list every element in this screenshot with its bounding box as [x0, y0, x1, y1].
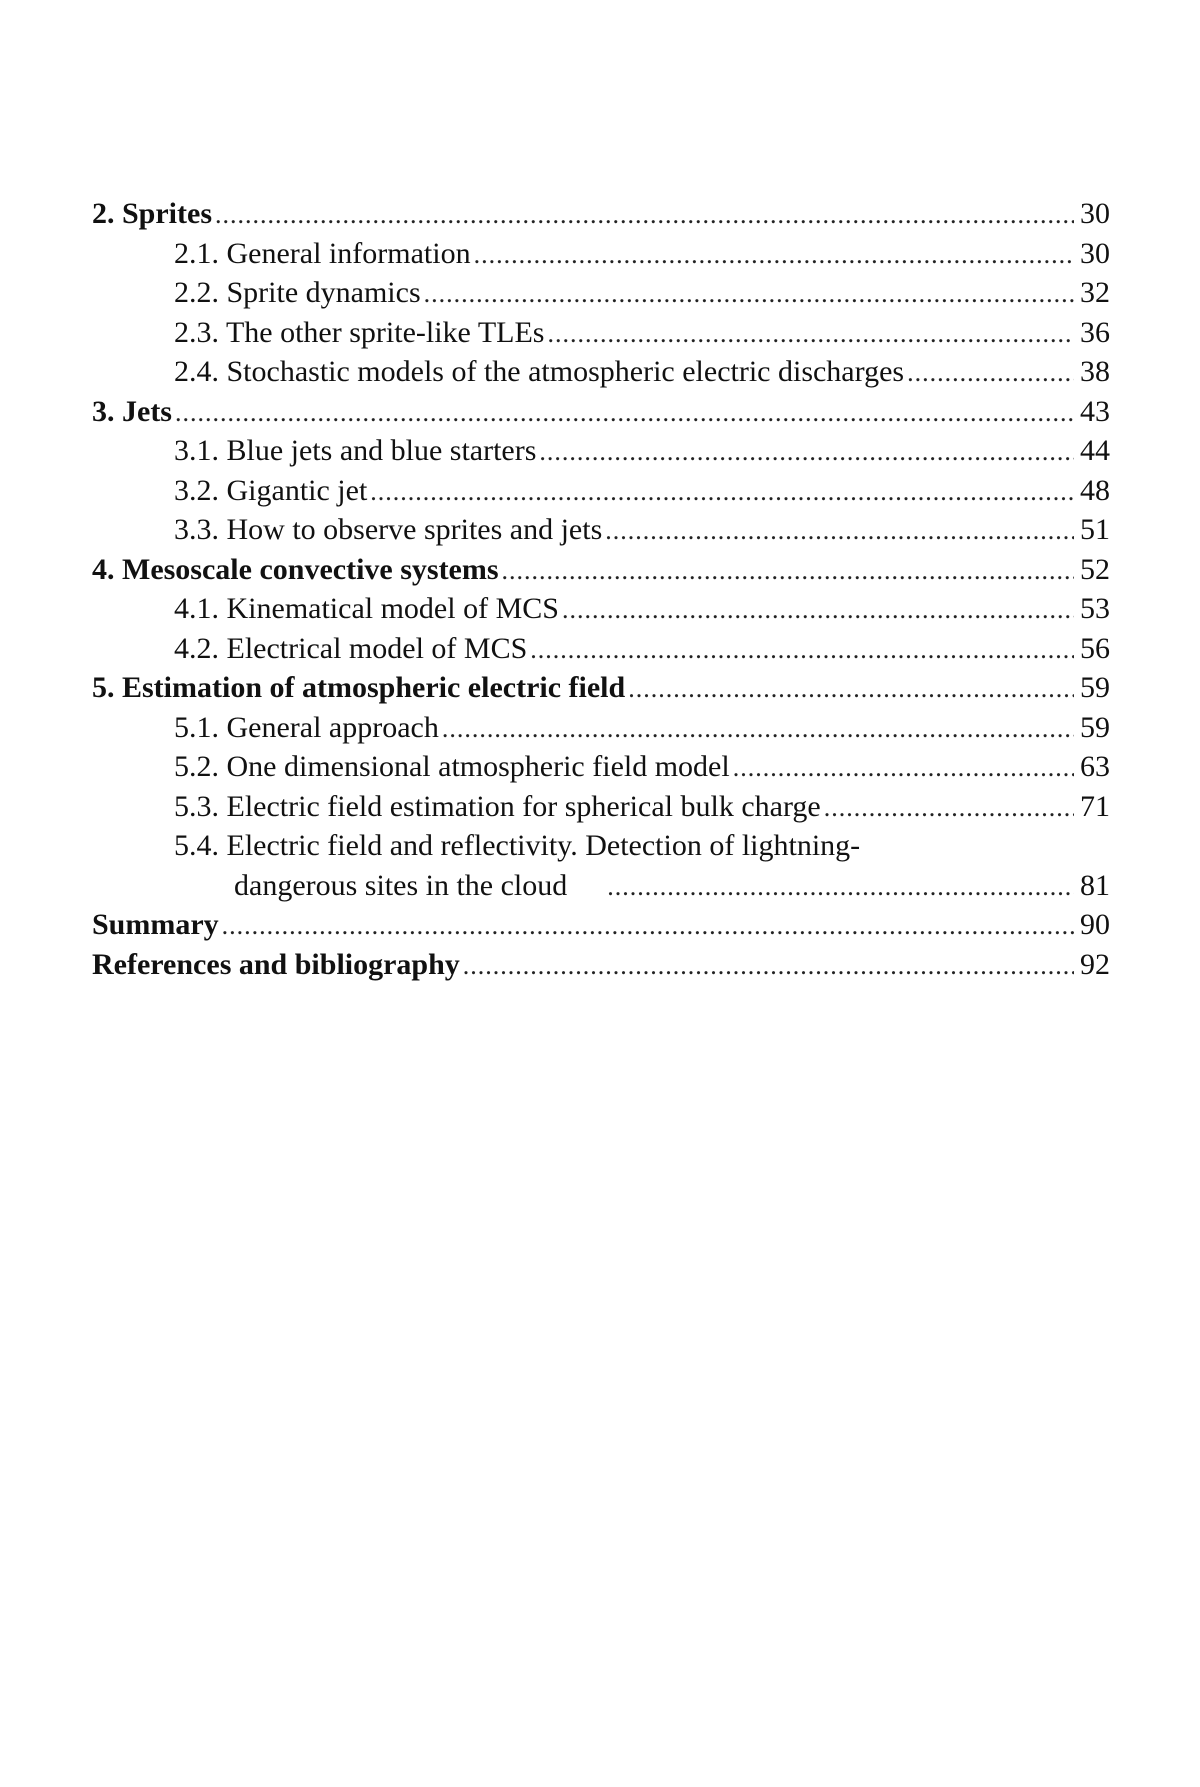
table-of-contents: [92, 194, 1110, 984]
toc-entry-page: 48: [1080, 473, 1110, 507]
toc-entry-references: [92, 945, 1110, 985]
dot-leader: [539, 432, 1074, 472]
toc-entry-title: 5.2. One dimensional atmospheric field model: [174, 750, 730, 783]
toc-entry-blue-jets: [92, 431, 1110, 471]
dot-leader: [463, 946, 1074, 986]
toc-entry-page: 38: [1080, 355, 1110, 388]
toc-entry-page: 53: [1080, 592, 1110, 625]
dot-leader: [607, 867, 1074, 907]
toc-entry-page: 92: [1080, 947, 1110, 981]
dot-leader: [628, 669, 1074, 709]
dot-leader: [474, 235, 1074, 275]
toc-entry-title: 2.1. General information: [174, 236, 471, 270]
toc-entry-jets: [92, 392, 1110, 432]
toc-entry-title: 3.1. Blue jets and blue starters: [174, 434, 537, 467]
dot-leader: [502, 551, 1074, 591]
dot-leader: [547, 314, 1074, 354]
toc-entry-page: 36: [1080, 315, 1110, 349]
dot-leader: [424, 274, 1074, 314]
toc-entry-page: 32: [1080, 276, 1110, 309]
dot-leader: [907, 353, 1074, 393]
toc-entry-title: 3.3. How to observe sprites and jets: [174, 513, 603, 546]
toc-entry-sprite-like-tles: [92, 313, 1110, 353]
toc-entry-title: 2. Sprites: [92, 197, 212, 230]
toc-entry-sprite-dynamics: [92, 273, 1110, 313]
toc-entry-page: 44: [1080, 434, 1110, 467]
toc-entry-title: 5.3. Electric field estimation for spherical bulk charge: [174, 789, 821, 823]
dot-leader: [370, 472, 1074, 512]
toc-entry-page: 71: [1080, 789, 1110, 823]
toc-entry-reflectivity: [92, 826, 1110, 866]
dot-leader: [605, 511, 1074, 551]
toc-entry-title: 5.1. General approach: [174, 710, 439, 744]
toc-entry-page: 51: [1080, 513, 1110, 546]
toc-entry-page: 90: [1080, 908, 1110, 941]
toc-entry-title-continued: dangerous sites in the cloud: [234, 868, 568, 902]
toc-entry-kinematical-model: [92, 589, 1110, 629]
toc-entry-title: 3.2. Gigantic jet: [174, 473, 368, 507]
toc-entry-mesoscale-systems: [92, 550, 1110, 590]
toc-entry-page: 52: [1080, 552, 1110, 586]
toc-entry-observe-sprites: [92, 510, 1110, 550]
toc-entry-title: 4.1. Kinematical model of MCS: [174, 592, 559, 625]
toc-entry-page: 59: [1080, 710, 1110, 744]
toc-entry-title: 5.4. Electric field and reflectivity. Detection of lightning-: [174, 829, 861, 862]
toc-entry-title: 4.2. Electrical model of MCS: [174, 631, 528, 665]
toc-entry-gigantic-jet: [92, 471, 1110, 511]
toc-entry-page: 81: [1080, 868, 1110, 902]
toc-entry-reflectivity-continued: [92, 866, 1110, 906]
toc-entry-title: 5. Estimation of atmospheric electric field: [92, 671, 626, 704]
toc-entry-title: 2.3. The other sprite-like TLEs: [174, 315, 545, 349]
toc-entry-page: 30: [1080, 236, 1110, 270]
toc-entry-page: 56: [1080, 631, 1110, 665]
toc-entry-summary: [92, 905, 1110, 945]
dot-leader: [562, 590, 1074, 630]
toc-entry-estimation-field: [92, 668, 1110, 708]
toc-entry-title: Summary: [92, 908, 219, 941]
dot-leader: [175, 393, 1074, 433]
dot-leader: [222, 906, 1074, 946]
toc-entry-general-approach: [92, 708, 1110, 748]
dot-leader: [530, 630, 1074, 670]
toc-entry-sprites: [92, 194, 1110, 234]
toc-entry-page: 59: [1080, 671, 1110, 704]
toc-entry-electrical-model: [92, 629, 1110, 669]
dot-leader: [733, 748, 1074, 788]
toc-entry-one-dimensional-model: [92, 747, 1110, 787]
toc-entry-stochastic-models: [92, 352, 1110, 392]
dot-leader: [442, 709, 1074, 749]
toc-entry-title: 4. Mesoscale convective systems: [92, 552, 499, 586]
toc-entry-title: 2.4. Stochastic models of the atmospheric electric discharges: [174, 355, 905, 388]
toc-entry-spherical-bulk-charge: [92, 787, 1110, 827]
toc-entry-title: 3. Jets: [92, 394, 172, 428]
dot-leader: [824, 788, 1074, 828]
toc-entry-page: 43: [1080, 394, 1110, 428]
toc-entry-general-information: [92, 234, 1110, 274]
toc-entry-title: References and bibliography: [92, 947, 460, 981]
dot-leader: [215, 195, 1074, 235]
toc-entry-title: 2.2. Sprite dynamics: [174, 276, 421, 309]
toc-entry-page: 63: [1080, 750, 1110, 783]
toc-entry-page: 30: [1080, 197, 1110, 230]
